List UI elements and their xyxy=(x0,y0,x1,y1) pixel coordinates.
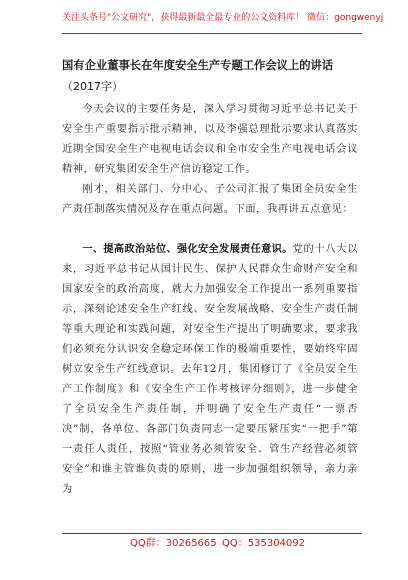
paragraph-point-one xyxy=(62,240,358,500)
qq-number: QQ：535304092 xyxy=(222,538,306,549)
header-divider xyxy=(62,33,362,34)
section-heading: 一、提高政治站位、强化安全发展责任意识。 xyxy=(82,244,293,255)
qq-group-number: QQ群：30265665 xyxy=(130,538,217,549)
footer-divider xyxy=(62,533,362,534)
paragraph-text: 刚才，相关部门、分中心、子公司汇报了集团全员安全生产责任制落实情况及存在重点问题。下面，我再讲五点意见： xyxy=(62,184,358,215)
document-title: 国有企业董事长在年度安全生产专题工作会议上的讲话 xyxy=(62,59,334,72)
header-banner: 关注头条号"公文研究"，获得最新最全最专业的公文资料库！ 微信：gongwenyj xyxy=(62,13,384,23)
paragraph-text: 党的十八大以来，习近平总书记从国计民生、保护人民群众生命财产安全和国家安全的政治高度，就大力加强安全工作提出一系列重要指示，深刻论述安全生产红线、安全发展战略、安全生产责任制等重大理论和实践问题，对安全生产提出了明确要求，要求我们必须充分认识安全稳定环保工作的极端重要性，要始终牢固树立安全生产红线意识。去年12月，集团修订了《全员安全生产工作制度》和《安全生产工作考核评分细则》，进一步健全了全员安全生产责任制，并明确了安全生产责任“一票否决”制，各单位、各部门负责同志一定要压紧压实“一把手”第一责任人责任，按照“管业务必须管安全、管生产经营必须管安全”和谁主管谁负责的原则，进一步加强组织领导，亲力亲为 xyxy=(62,244,358,495)
footer-contacts xyxy=(0,537,408,551)
paragraph-intro xyxy=(62,100,358,180)
document-word-count: （2017字） xyxy=(62,80,123,93)
paragraph-transition xyxy=(62,180,358,220)
paragraph-text: 今天会议的主要任务是，深入学习贯彻习近平总书记关于安全生产重要指示批示精神，以及李强总理批示要求认真落实近期全国安全生产电视电话会议和全市安全生产电视电话会议精神，研究集团安全生产信访稳定工作。 xyxy=(62,104,358,175)
